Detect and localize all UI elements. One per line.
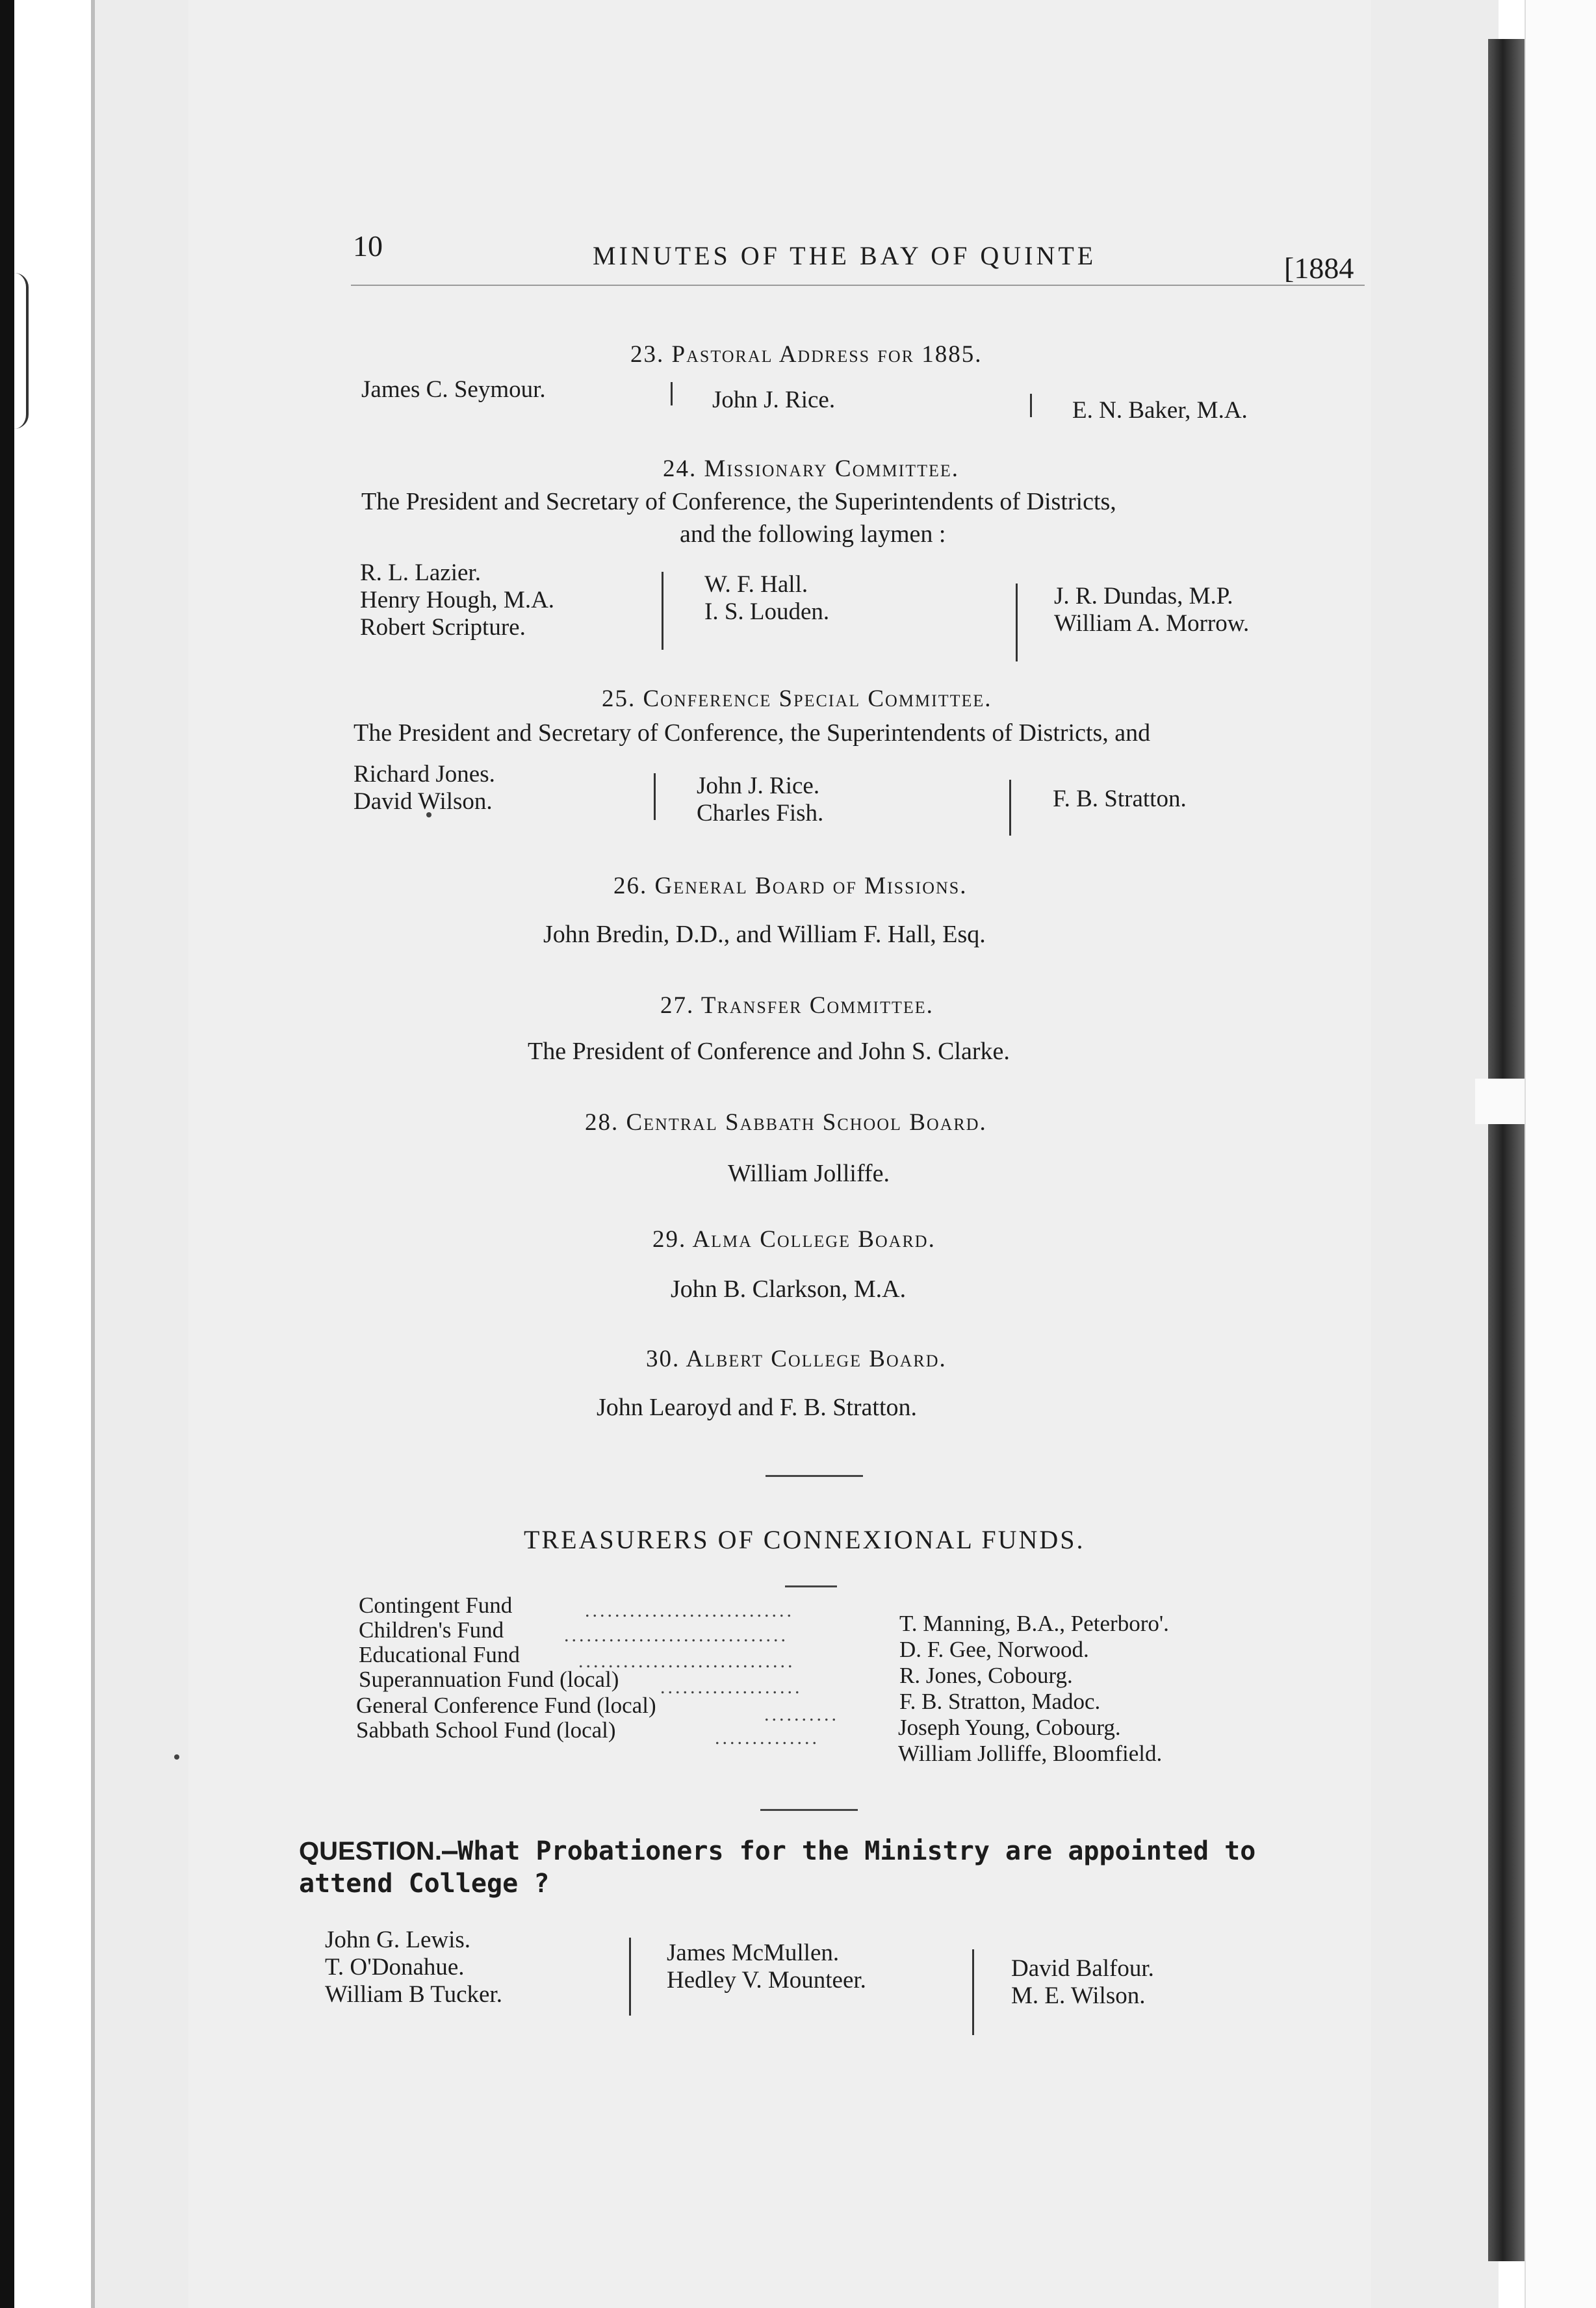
section-title: 26. General Board of Missions.: [613, 873, 968, 899]
name-entry: T. O'Donahue.: [325, 1954, 465, 1981]
name-entry: David Balfour.: [1011, 1955, 1154, 1982]
section-text: John Bredin, D.D., and William F. Hall, Esq.: [543, 921, 986, 948]
name-entry: M. E. Wilson.: [1011, 1982, 1146, 2009]
question-text: —What Probationers for the Ministry are appointed to attend College ?: [299, 1836, 1256, 1899]
name-entry: Charles Fish.: [697, 800, 824, 827]
year-label: [1884: [1284, 251, 1354, 285]
header-rule: [351, 285, 1365, 286]
section-title: 25. Conference Special Committee.: [602, 686, 992, 712]
section-title: 30. Albert College Board.: [646, 1346, 947, 1372]
question-heading: [299, 1835, 1339, 1900]
section-rule: [766, 1475, 863, 1477]
book-binding: [1488, 39, 1525, 2261]
scan-edge-mark: [14, 273, 29, 429]
scan-speck: [174, 1754, 179, 1760]
question-label: QUESTION.: [299, 1837, 443, 1866]
section-text: John Learoyd and F. B. Stratton.: [597, 1394, 918, 1421]
fund-label: Children's Fund: [359, 1617, 504, 1643]
section-rule: [785, 1585, 837, 1587]
name-entry: W. F. Hall.: [704, 571, 808, 598]
name-entry: William B Tucker.: [325, 1981, 502, 2008]
fund-label: Superannuation Fund (local): [359, 1667, 619, 1692]
name-entry: John J. Rice.: [712, 387, 836, 413]
section-text: John B. Clarkson, M.A.: [671, 1276, 907, 1303]
name-entry: Robert Scripture.: [360, 614, 526, 641]
column-divider: [1030, 394, 1032, 417]
page-number: 10: [353, 229, 383, 263]
scan-edge-right: [1525, 0, 1596, 2308]
running-title: MINUTES OF THE BAY OF QUINTE: [593, 241, 1097, 270]
treasurer-name: D. F. Gee, Norwood.: [899, 1637, 1089, 1662]
name-entry: William A. Morrow.: [1054, 610, 1250, 637]
fund-label: Educational Fund: [359, 1642, 520, 1667]
section-intro: and the following laymen :: [680, 520, 946, 548]
treasurer-name: Joseph Young, Cobourg.: [898, 1715, 1121, 1740]
leader-dots: ..........: [764, 1704, 839, 1725]
section-title: 29. Alma College Board.: [652, 1226, 936, 1253]
name-entry: J. R. Dundas, M.P.: [1054, 583, 1233, 609]
column-divider: [654, 773, 656, 820]
leader-dots: ............................: [585, 1600, 794, 1621]
section-title: 23. Pastoral Address for 1885.: [630, 341, 983, 368]
name-entry: James McMullen.: [667, 1940, 840, 1966]
treasurer-name: R. Jones, Cobourg.: [899, 1663, 1073, 1688]
leader-dots: ..............................: [564, 1624, 788, 1646]
leader-dots: ..............: [715, 1727, 819, 1749]
fund-label: General Conference Fund (local): [356, 1693, 656, 1718]
name-entry: Richard Jones.: [354, 761, 495, 788]
column-divider: [671, 382, 673, 405]
name-entry: F. B. Stratton.: [1053, 786, 1187, 812]
section-text: The President of Conference and John S. Clarke.: [528, 1038, 1010, 1065]
section-intro: The President and Secretary of Conference, the Superintendents of Districts,: [361, 488, 1116, 515]
name-entry: John G. Lewis.: [325, 1927, 471, 1953]
fund-label: Contingent Fund: [359, 1593, 513, 1618]
column-divider: [972, 1949, 974, 2035]
section-title: 28. Central Sabbath School Board.: [585, 1109, 987, 1136]
section-rule: [760, 1809, 858, 1811]
leader-dots: ...................: [660, 1676, 803, 1698]
name-entry: I. S. Louden.: [704, 598, 830, 625]
name-entry: E. N. Baker, M.A.: [1072, 397, 1248, 424]
fund-label: Sabbath School Fund (local): [356, 1717, 616, 1743]
treasurer-name: William Jolliffe, Bloomfield.: [898, 1741, 1163, 1766]
section-title: 27. Transfer Committee.: [660, 992, 934, 1019]
column-divider: [1016, 583, 1018, 661]
name-entry: R. L. Lazier.: [360, 559, 481, 586]
column-divider: [629, 1938, 631, 2016]
leader-dots: .............................: [578, 1650, 795, 1672]
treasurer-name: T. Manning, B.A., Peterboro'.: [899, 1611, 1169, 1636]
name-entry: James C. Seymour.: [361, 376, 546, 403]
section-intro: The President and Secretary of Conference, the Superintendents of Districts, and: [354, 719, 1151, 747]
name-entry: John J. Rice.: [697, 773, 820, 799]
column-divider: [1009, 780, 1011, 836]
scan-edge-left: [0, 0, 14, 2308]
column-divider: [662, 572, 663, 650]
section-text: William Jolliffe.: [728, 1160, 890, 1187]
treasurer-name: F. B. Stratton, Madoc.: [899, 1689, 1101, 1714]
name-entry: Henry Hough, M.A.: [360, 587, 555, 613]
section-title: 24. Missionary Committee.: [663, 455, 960, 482]
treasurers-title: TREASURERS OF CONNEXIONAL FUNDS.: [524, 1525, 1085, 1554]
name-entry: Hedley V. Mounteer.: [667, 1967, 866, 1994]
name-entry: David Wilson.: [354, 788, 493, 815]
